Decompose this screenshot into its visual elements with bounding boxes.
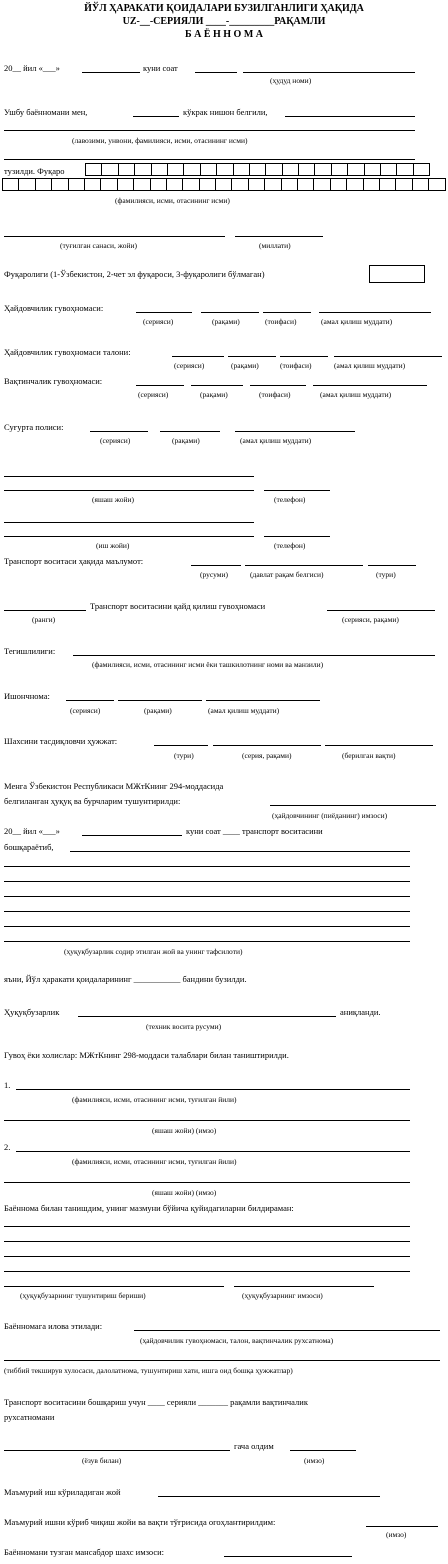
id-number-field[interactable]	[213, 745, 321, 746]
license-series-caption: (серияси)	[143, 317, 174, 326]
explanation-caption: (ҳуқуқбузарнинг тушунтириш бериши)	[20, 1291, 146, 1300]
witness-1-name-field[interactable]	[16, 1089, 410, 1090]
event-field-6[interactable]	[4, 926, 410, 927]
coupon-series-caption: (серияси)	[174, 361, 205, 370]
insurance-series-field[interactable]	[90, 431, 148, 432]
letter-box[interactable]	[36, 179, 52, 190]
id-issued-field[interactable]	[325, 745, 433, 746]
letter-box[interactable]	[101, 179, 117, 190]
vehicle-color-caption: (ранги)	[32, 615, 56, 624]
letter-box[interactable]	[168, 164, 184, 175]
insurance-number-field[interactable]	[160, 431, 220, 432]
insurance-label: Суғурта полиси:	[4, 422, 64, 432]
id-type-field[interactable]	[154, 745, 208, 746]
registration-number-field[interactable]	[327, 610, 435, 611]
letter-box[interactable]	[183, 179, 199, 190]
letter-box[interactable]	[380, 179, 396, 190]
coupon-number-field[interactable]	[228, 356, 276, 357]
letter-box[interactable]	[347, 179, 363, 190]
letter-box[interactable]	[52, 179, 68, 190]
event-field-3[interactable]	[4, 881, 410, 882]
event-field-2[interactable]	[4, 866, 410, 867]
tech-suffix: аниқланди.	[340, 1007, 381, 1017]
hearing-notice-caption: (имзо)	[386, 1530, 407, 1539]
license-number-field[interactable]	[201, 312, 259, 313]
letter-box[interactable]	[19, 179, 35, 190]
id-doc-label: Шахсини тасдиқловчи ҳужжат:	[4, 736, 118, 746]
temp-number-field[interactable]	[191, 385, 243, 386]
vehicle-label: Транспорт воситаси ҳақида маълумот:	[4, 556, 144, 566]
letter-box[interactable]	[397, 164, 413, 175]
letter-box[interactable]	[283, 164, 299, 175]
event-date-field[interactable]	[82, 835, 182, 836]
nationality-field[interactable]	[235, 236, 323, 237]
letter-box[interactable]	[167, 179, 183, 190]
witness-1-address-caption: (яшаш жойи) (имзо)	[152, 1126, 217, 1135]
citizen-caption: (фамилияси, исми, отасининг исми)	[115, 196, 230, 205]
work-field-1[interactable]	[4, 522, 254, 523]
temp-validity-caption: (амал қилиш муддати)	[320, 390, 392, 399]
letter-box[interactable]	[381, 164, 397, 175]
residence-phone-caption: (телефон)	[274, 495, 306, 504]
letter-box[interactable]	[85, 179, 101, 190]
badge-field[interactable]	[133, 116, 179, 117]
rights-signature-field[interactable]	[270, 805, 436, 806]
event-field-1[interactable]	[70, 851, 410, 852]
explanation-field-3[interactable]	[4, 1256, 410, 1257]
letter-box[interactable]	[365, 164, 381, 175]
poa-validity-field[interactable]	[206, 700, 320, 701]
witness-2-address-field[interactable]	[4, 1182, 410, 1183]
rights-signature-caption: (ҳайдовчининг (пиёданинг) имзоси)	[272, 811, 388, 820]
event-driving-label: бошқараётиб,	[4, 842, 54, 852]
work-caption: (иш жойи)	[96, 541, 130, 550]
region-caption: (ҳудуд номи)	[270, 76, 312, 85]
time-label: куни соат	[143, 63, 178, 73]
license-category-field[interactable]	[263, 312, 311, 313]
event-field-4[interactable]	[4, 896, 410, 897]
event-field-5[interactable]	[4, 911, 410, 912]
residence-caption: (яшаш жойи)	[92, 495, 134, 504]
letter-box[interactable]	[69, 179, 85, 190]
event-time-label: куни соат ____ транспорт воситасини	[186, 826, 323, 836]
citizenship-label: Фуқаролиги (1-Ўзбекистон, 2-чет эл фуқароси, 3-фуқаролиги бўлмаган)	[4, 269, 265, 279]
owner-field[interactable]	[73, 655, 435, 656]
witness-1-name-caption: (фамилияси, исми, отасининг исми, туғилган йили)	[72, 1095, 237, 1104]
explanation-intro: Баённома билан танишдим, унинг мазмуни бўйича қуйидагиларни билдираман:	[4, 1203, 294, 1213]
tech-label: Ҳуқуқбузарлик	[4, 1007, 60, 1017]
letter-box[interactable]	[216, 179, 232, 190]
temp-permit-date-caption: (ёзув билан)	[82, 1456, 122, 1465]
hearing-place-label: Маъмурий иш кўриладиган жой	[4, 1487, 121, 1497]
citizenship-box[interactable]	[369, 265, 425, 283]
attachments-caption-2: (тиббий текширув хулосаси, далолатнома, тушунтириш хати, ишга оид бошқа ҳужжатлар)	[4, 1366, 293, 1375]
letter-box[interactable]	[102, 164, 118, 175]
violator-signature-caption: (ҳуқуқбузарнинг имзоси)	[242, 1291, 323, 1300]
letter-box[interactable]	[315, 164, 331, 175]
time-field[interactable]	[195, 72, 237, 73]
letter-box[interactable]	[282, 179, 298, 190]
letter-box[interactable]	[266, 164, 282, 175]
letter-box[interactable]	[414, 164, 430, 175]
officer-signature-field[interactable]	[224, 1556, 352, 1557]
insurance-series-caption: (серияси)	[100, 436, 131, 445]
letter-box[interactable]	[364, 179, 380, 190]
hearing-notice-signature-field[interactable]	[366, 1526, 438, 1527]
letter-box[interactable]	[396, 179, 412, 190]
letter-box[interactable]	[151, 179, 167, 190]
officer-label: Ушбу баённомани мен,	[4, 107, 88, 117]
letter-box[interactable]	[201, 164, 217, 175]
work-phone-caption: (телефон)	[274, 541, 306, 550]
residence-phone-field[interactable]	[264, 490, 330, 491]
license-series-field[interactable]	[136, 312, 192, 313]
officer-signature-label: Баённомани тузган мансабдор шахс имзоси:	[4, 1547, 165, 1557]
temp-series-field[interactable]	[136, 385, 184, 386]
vehicle-model-caption: (русуми)	[200, 570, 229, 579]
vehicle-color-field[interactable]	[4, 610, 86, 611]
insurance-validity-caption: (амал қилиш муддати)	[240, 436, 312, 445]
officer-caption: (лавозими, унвони, фамилияси, исми, отасининг исми)	[72, 136, 248, 145]
badge-label: кўкрак нишон белгили,	[183, 107, 268, 117]
temp-license-label: Вақтинчалик гувоҳномаси:	[4, 376, 103, 386]
rights-line-1: Менга Ўзбекистон Республикаси МЖтКнинг 294-моддасида	[4, 781, 224, 791]
witness-2-name-caption: (фамилияси, исми, отасининг исми, туғилган йили)	[72, 1157, 237, 1166]
attachments-field-1[interactable]	[134, 1330, 440, 1331]
license-validity-caption: (амал қилиш муддати)	[321, 317, 393, 326]
temp-permit-line-2: рухсатномани	[4, 1412, 55, 1422]
coupon-series-field[interactable]	[172, 356, 224, 357]
event-date-prefix: 20__ йил «___»	[4, 826, 60, 836]
residence-field-1[interactable]	[4, 476, 254, 477]
coupon-category-field[interactable]	[280, 356, 328, 357]
id-issued-caption: (берилган вақти)	[342, 751, 396, 760]
temp-permit-signature-caption: (имзо)	[304, 1456, 325, 1465]
form-title: ЙЎЛ ҲАРАКАТИ ҚОИДАЛАРИ БУЗИЛГАНЛИГИ ҲАҚИДА	[84, 3, 364, 14]
coupon-category-caption: (тоифаси)	[280, 361, 312, 370]
work-phone-field[interactable]	[264, 536, 330, 537]
license-category-caption: (тоифаси)	[265, 317, 297, 326]
letter-box[interactable]	[3, 179, 19, 190]
letter-box[interactable]	[265, 179, 281, 190]
temp-category-caption: (тоифаси)	[259, 390, 291, 399]
vehicle-model-field[interactable]	[191, 565, 241, 566]
letter-box[interactable]	[135, 164, 151, 175]
witness-2-name-field[interactable]	[16, 1151, 410, 1152]
license-number-caption: (рақами)	[212, 317, 240, 326]
coupon-validity-field[interactable]	[334, 356, 442, 357]
citizen-label: тузилди. Фуқаро	[4, 166, 65, 176]
letter-box[interactable]	[232, 179, 248, 190]
coupon-number-caption: (рақами)	[231, 361, 259, 370]
event-field-7[interactable]	[4, 941, 410, 942]
license-validity-field[interactable]	[319, 312, 431, 313]
vehicle-type-field[interactable]	[368, 565, 416, 566]
witnesses-intro: Гувоҳ ёки холислар: МЖтКнинг 298-моддаси талаблари билан таништирилди.	[4, 1050, 289, 1060]
letter-box[interactable]	[118, 179, 134, 190]
officer-field-1[interactable]	[285, 116, 415, 117]
vehicle-type-caption: (тури)	[376, 570, 396, 579]
temp-permit-line-1: Транспорт воситасини бошқариш учун ____ серияли _______ рақамли вақтинчалик	[4, 1397, 308, 1407]
date-prefix: 20__ йил «___»	[4, 63, 60, 73]
letter-box[interactable]	[217, 164, 233, 175]
explanation-field-4[interactable]	[4, 1271, 410, 1272]
poa-validity-caption: (амал қилиш муддати)	[208, 706, 280, 715]
temp-series-caption: (серияси)	[138, 390, 169, 399]
temp-number-caption: (рақами)	[200, 390, 228, 399]
owner-label: Тегишлилиги:	[4, 646, 56, 656]
letter-box[interactable]	[234, 164, 250, 175]
hearing-notice-label: Маъмурий ишни кўриб чиқиш жойи ва вақти тўғрисида огоҳлантирилдим:	[4, 1517, 276, 1527]
explanation-field-1[interactable]	[4, 1226, 410, 1227]
birth-caption: (туғилган санаси, жойи)	[60, 241, 138, 250]
letter-box[interactable]	[348, 164, 364, 175]
insurance-number-caption: (рақами)	[172, 436, 200, 445]
license-label: Ҳайдовчилик гувоҳномаси:	[4, 303, 104, 313]
owner-caption: (фамилияси, исми, отасининг исми ёки ташкилотнинг номи ва манзили)	[92, 660, 324, 669]
violator-signature-field[interactable]	[234, 1286, 374, 1287]
letter-box[interactable]	[184, 164, 200, 175]
letter-box[interactable]	[200, 179, 216, 190]
registration-label: Транспорт воситасини қайд қилиш гувоҳномаси	[90, 601, 266, 611]
explanation-field-2[interactable]	[4, 1241, 410, 1242]
rights-line-2: белгиланган ҳуқуқ ва бурчларим тушунтирилди:	[4, 796, 181, 806]
temp-permit-signature-field[interactable]	[290, 1450, 356, 1451]
id-number-caption: (серия, рақами)	[242, 751, 292, 760]
temp-category-field[interactable]	[250, 385, 306, 386]
poa-number-field[interactable]	[118, 700, 202, 701]
vehicle-plate-field[interactable]	[245, 565, 363, 566]
tech-device-field[interactable]	[78, 1016, 336, 1017]
attachments-label: Баённомага илова этилади:	[4, 1321, 103, 1331]
officer-field-3[interactable]	[4, 159, 415, 160]
letter-box[interactable]	[249, 179, 265, 190]
birth-field[interactable]	[4, 236, 225, 237]
poa-series-field[interactable]	[66, 700, 114, 701]
series-number-line: UZ-__-СЕРИЯЛИ ____-_________РАҚАМЛИ	[122, 16, 326, 27]
form-subtitle: Б А Ё Н Н О М А	[185, 29, 263, 40]
coupon-label: Ҳайдовчилик гувоҳномаси талони:	[4, 347, 131, 357]
poa-series-caption: (серияси)	[70, 706, 101, 715]
attachments-field-2[interactable]	[4, 1360, 440, 1361]
nationality-caption: (миллати)	[259, 241, 291, 250]
letter-box[interactable]	[298, 179, 314, 190]
temp-permit-received-label: гача олдим	[234, 1441, 274, 1451]
region-field[interactable]	[243, 72, 415, 73]
letter-box[interactable]	[429, 179, 445, 190]
citizen-name-boxes-2[interactable]	[2, 178, 446, 191]
letter-box[interactable]	[413, 179, 429, 190]
registration-number-caption: (серияси, рақами)	[342, 615, 399, 624]
poa-label: Ишончнома:	[4, 691, 50, 701]
vehicle-plate-caption: (давлат рақам белгиси)	[250, 570, 324, 579]
id-type-caption: (тури)	[174, 751, 194, 760]
explanation-field-5[interactable]	[4, 1286, 224, 1287]
citizen-name-boxes-1[interactable]	[85, 163, 430, 176]
temp-permit-date-field[interactable]	[4, 1450, 230, 1451]
residence-field-2[interactable]	[4, 490, 254, 491]
hearing-place-field[interactable]	[158, 1496, 380, 1497]
temp-validity-field[interactable]	[313, 385, 427, 386]
letter-box[interactable]	[250, 164, 266, 175]
tech-caption: (техник восита русуми)	[146, 1022, 222, 1031]
letter-box[interactable]	[299, 164, 315, 175]
event-caption: (ҳуқуқбузарлик содир этилган жой ва унинг тафсилоти)	[64, 947, 243, 956]
coupon-validity-caption: (амал қилиш муддати)	[334, 361, 406, 370]
witness-2-number: 2.	[4, 1142, 11, 1152]
insurance-validity-field[interactable]	[235, 431, 355, 432]
letter-box[interactable]	[134, 179, 150, 190]
letter-box[interactable]	[152, 164, 168, 175]
officer-field-2[interactable]	[4, 130, 415, 131]
witness-1-address-field[interactable]	[4, 1120, 410, 1121]
letter-box[interactable]	[119, 164, 135, 175]
witness-1-number: 1.	[4, 1080, 11, 1090]
violation-text: яъни, Йўл ҳаракати қоидаларининг ___________ бандини бузилди.	[4, 974, 247, 984]
date-field[interactable]	[82, 72, 140, 73]
letter-box[interactable]	[331, 179, 347, 190]
letter-box[interactable]	[86, 164, 102, 175]
work-field-2[interactable]	[4, 536, 254, 537]
letter-box[interactable]	[332, 164, 348, 175]
poa-number-caption: (рақами)	[144, 706, 172, 715]
witness-2-address-caption: (яшаш жойи) (имзо)	[152, 1188, 217, 1197]
letter-box[interactable]	[314, 179, 330, 190]
attachments-caption-1: (ҳайдовчилик гувоҳномаси, талон, вақтинчалик рухсатнома)	[140, 1336, 334, 1345]
